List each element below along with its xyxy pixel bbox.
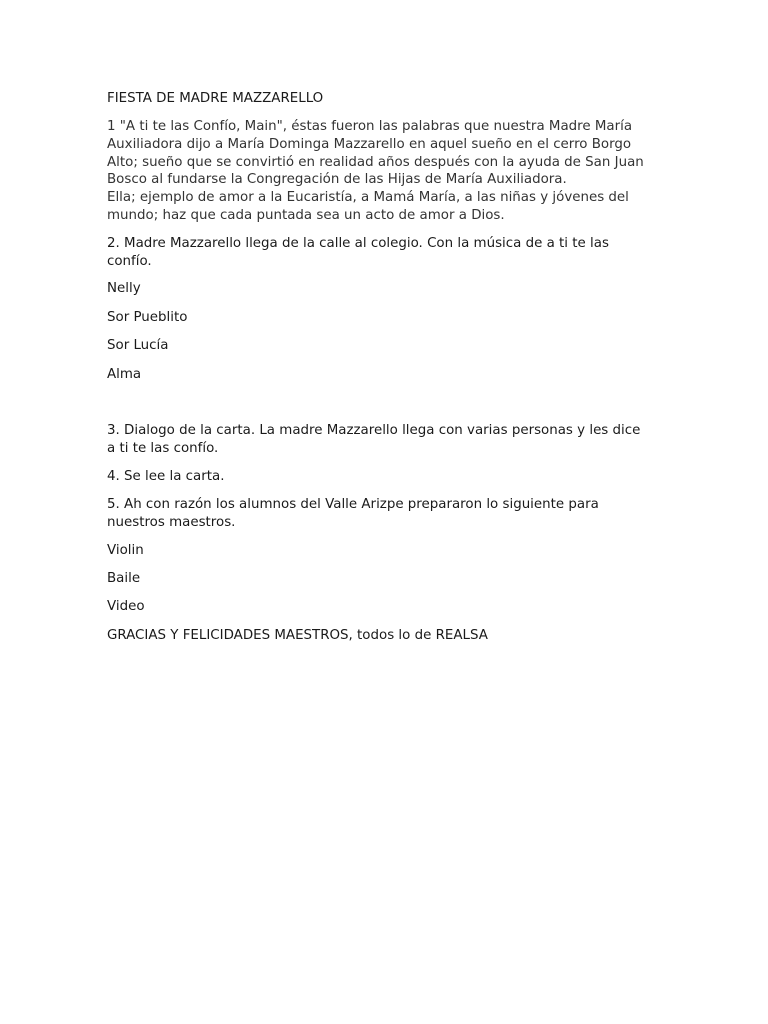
paragraph-2 [107,235,667,271]
document-page [107,90,667,655]
paragraph-3-line: a ti te las confío. [107,440,219,456]
paragraph-1-line: Auxiliadora dijo a María Dominga Mazzarello en aquel sueño en el cerro Borgo [107,136,632,152]
blank-space [107,394,667,422]
paragraph-2-line: confío. [107,253,152,269]
paragraph-3 [107,422,667,458]
paragraph-1-line: Alto; sueño que se convirtió en realidad años después con la ayuda de San Juan [107,154,644,170]
closing-line: GRACIAS Y FELICIDADES MAESTROS, todos lo de REALSA [107,627,488,643]
paragraph-1 [107,118,667,225]
paragraph-3-line: 3. Dialogo de la carta. La madre Mazzarello llega con varias personas y les dice [107,422,641,438]
paragraph-4: 4. Se lee la carta. [107,468,225,484]
name-item: Nelly [107,281,141,297]
document-title: FIESTA DE MADRE MAZZARELLO [107,91,324,106]
paragraph-5 [107,496,667,532]
activity-item: Baile [107,570,141,586]
name-item: Alma [107,366,142,382]
paragraph-1-line: Bosco al fundarse la Congregación de las Hijas de María Auxiliadora. [107,172,567,188]
name-item: Sor Pueblito [107,309,188,325]
activity-item: Violin [107,542,144,558]
paragraph-2-line: 2. Madre Mazzarello llega de la calle al colegio. Con la música de a ti te las [107,235,609,251]
paragraph-1-line: 1 "A ti te las Confío, Main", éstas fueron las palabras que nuestra Madre María [107,119,633,134]
paragraph-5-line: nuestros maestros. [107,514,236,530]
name-item: Sor Lucía [107,338,169,354]
paragraph-1-line: mundo; haz que cada puntada sea un acto de amor a Dios. [107,207,505,223]
activity-item: Video [107,599,145,615]
paragraph-5-line: 5. Ah con razón los alumnos del Valle Arizpe prepararon lo siguiente para [107,496,599,512]
paragraph-1-line: Ella; ejemplo de amor a la Eucaristía, a Mamá María, a las niñas y jóvenes del [107,190,629,206]
